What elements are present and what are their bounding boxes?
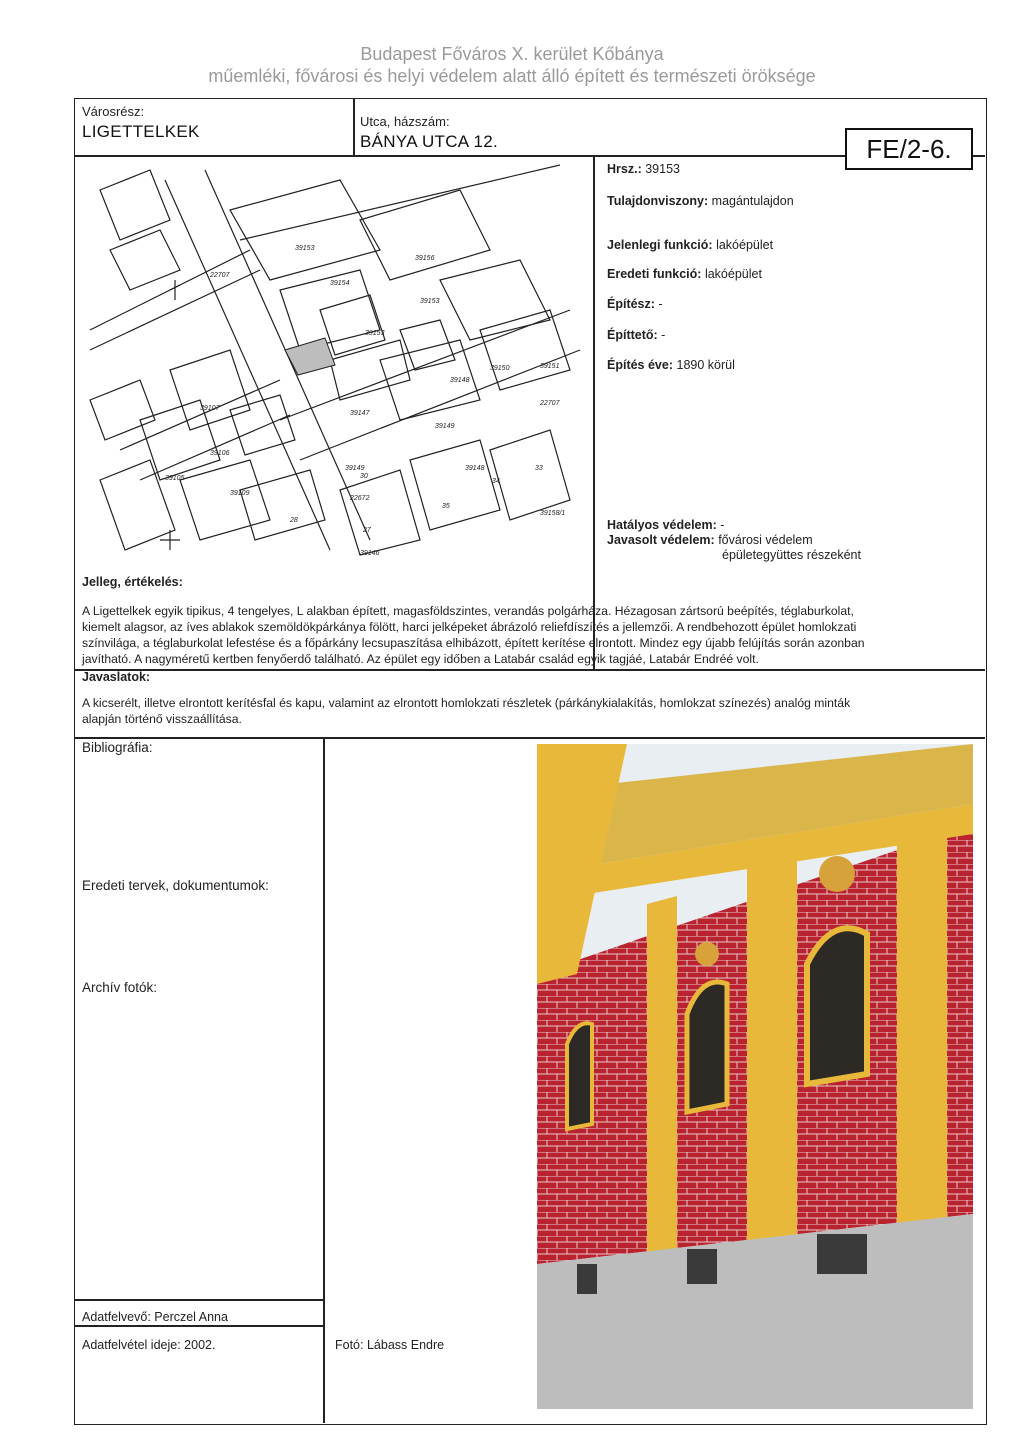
proposed-protection-value-2: épületegyüttes részeként xyxy=(722,548,861,562)
parcel-label: 39151 xyxy=(540,363,560,370)
parcel-label: 39105 xyxy=(165,475,185,482)
current-function-row xyxy=(607,238,773,252)
divider-bottom-left xyxy=(323,737,325,1423)
recorder-row xyxy=(82,1310,228,1324)
evaluation-line: A Ligettelkek egyik tipikus, 4 tengelyes, L alakban épített, magasföldszintes, verandás polgárháza. Hézagosan zártsorú beépítés, téglaburkolat, xyxy=(82,604,854,618)
builder-value: - xyxy=(661,328,666,342)
parcel-label: 39148 xyxy=(450,377,470,384)
proposed-protection-row xyxy=(607,533,813,547)
parcel-label: 39146 xyxy=(360,550,380,557)
recommendation-line: A kicserélt, illetve elrontott kerítésfal és kapu, valamint az elrontott homlokzati részletek (párkánykialakítás, homlokzat színezés) analóg minták xyxy=(82,696,851,710)
current-protection-label: Hatályos védelem: xyxy=(607,518,717,532)
ownership-value: magántulajdon xyxy=(711,194,794,208)
divider-top-1 xyxy=(353,99,355,155)
parcel-label: 22707 xyxy=(210,272,230,279)
original-function-value: lakóépület xyxy=(704,267,762,281)
evaluation-text xyxy=(82,603,982,667)
record-code: FE/2-6. xyxy=(845,128,973,170)
document-title: Budapest Főváros X. kerület Kőbánya xyxy=(360,44,664,64)
parcel-label: 33 xyxy=(535,465,543,472)
ownership-row xyxy=(607,194,794,208)
parcel-label: 22672 xyxy=(350,495,370,502)
evaluation-line: színvilága, a téglaburkolat lefestése és a főpárkány lecsupaszítása elhibázott, épített kerítése elrontott. Mindez egy újabb felújítás során azonban xyxy=(82,636,865,650)
divider-map-info xyxy=(593,155,595,669)
parcel-label: 27 xyxy=(363,527,371,534)
builder-label: Építtető: xyxy=(607,328,658,342)
evaluation-line: kiemelt alagsor, az íves ablakok szemöldökpárkánya fölött, harci jelképeket ábrázoló reliefdíszítés a jellemzői. A rendbehozott épület homlokzati xyxy=(82,620,857,634)
parcel-label: 39149 xyxy=(345,465,365,472)
original-function-row xyxy=(607,267,762,281)
document-subtitle: műemléki, fővárosi és helyi védelem alatt álló épített és természeti öröksége xyxy=(208,66,816,86)
building-photo xyxy=(537,744,973,1409)
parcel-label: 39148 xyxy=(465,465,485,472)
parcel-label: 39109 xyxy=(230,490,250,497)
parcel-label: 39147 xyxy=(350,410,370,417)
parcel-label: 39156 xyxy=(415,255,435,262)
divider-footer-1 xyxy=(75,1299,323,1301)
parcel-label: 39154 xyxy=(330,280,350,287)
hrsz-row xyxy=(607,162,680,176)
current-function-value: lakóépület xyxy=(716,238,774,252)
bibliography-heading: Bibliográfia: xyxy=(82,740,153,755)
architect-label: Építész: xyxy=(607,297,655,311)
photo-credit-value: Lábass Endre xyxy=(366,1338,445,1352)
parcel-label: 39106 xyxy=(210,450,230,457)
architect-value: - xyxy=(658,297,663,311)
parcel-label: 39107 xyxy=(200,405,220,412)
district-label: Városrész: xyxy=(82,104,145,119)
street-value: BÁNYA UTCA 12. xyxy=(360,132,499,151)
divider-footer-2 xyxy=(75,1325,323,1327)
builder-row xyxy=(607,328,665,342)
year-value: 1890 körül xyxy=(676,358,735,372)
highlighted-parcel xyxy=(285,338,335,375)
original-function-label: Eredeti funkció: xyxy=(607,267,702,281)
photo-credit-row xyxy=(335,1338,444,1352)
date-row xyxy=(82,1338,215,1352)
recommendations-heading: Javaslatok: xyxy=(82,670,151,684)
hrsz-value: 39153 xyxy=(645,162,680,176)
parcel-label: 39150 xyxy=(490,365,510,372)
parcel-label: 39158/1 xyxy=(540,510,566,517)
parcel-label: 22707 xyxy=(540,400,560,407)
parcel-label: 39153 xyxy=(420,298,440,305)
street-label: Utca, házszám: xyxy=(360,114,450,129)
year-label: Építés éve: xyxy=(607,358,674,372)
hrsz-label: Hrsz.: xyxy=(607,162,642,176)
recorder-value: Perczel Anna xyxy=(154,1310,228,1324)
divider-map-bottom xyxy=(75,669,985,671)
parcel-label: 28 xyxy=(290,517,298,524)
parcel-label: 39153 xyxy=(365,330,385,337)
recommendations-text xyxy=(82,695,982,727)
parcel-label: 39153 xyxy=(295,245,315,252)
evaluation-heading: Jelleg, értékelés: xyxy=(82,575,183,589)
current-protection-value: - xyxy=(720,518,725,532)
ownership-label: Tulajdonviszony: xyxy=(607,194,709,208)
proposed-protection-value: fővárosi védelem xyxy=(718,533,813,547)
cadastral-map xyxy=(80,160,590,565)
proposed-protection-label: Javasolt védelem: xyxy=(607,533,715,547)
original-plans-heading: Eredeti tervek, dokumentumok: xyxy=(82,878,269,893)
parcel-label: 30 xyxy=(360,473,368,480)
district-value: LIGETTELKEK xyxy=(82,122,200,141)
evaluation-line: javítható. A nagyméretű kertben fenyőerdő található. Az épület egy időben a Latabár család egyik tagjáé, Latabár Endréé volt. xyxy=(82,652,759,666)
recorder-label: Adatfelvevő: xyxy=(82,1310,151,1324)
recommendation-line: alapján történő visszaállítása. xyxy=(82,712,242,726)
date-value: 2002. xyxy=(184,1338,216,1352)
divider-bibliography xyxy=(75,737,985,739)
date-label: Adatfelvétel ideje: xyxy=(82,1338,181,1352)
parcel-label: 35 xyxy=(442,503,450,510)
archive-photos-heading: Archív fotók: xyxy=(82,980,158,995)
current-protection-row xyxy=(607,518,724,532)
current-function-label: Jelenlegi funkció: xyxy=(607,238,713,252)
parcel-label: 39149 xyxy=(435,423,455,430)
year-row xyxy=(607,358,735,372)
architect-row xyxy=(607,297,663,311)
parcel-label: 34 xyxy=(492,478,500,485)
photo-credit-label: Fotó: xyxy=(335,1338,364,1352)
